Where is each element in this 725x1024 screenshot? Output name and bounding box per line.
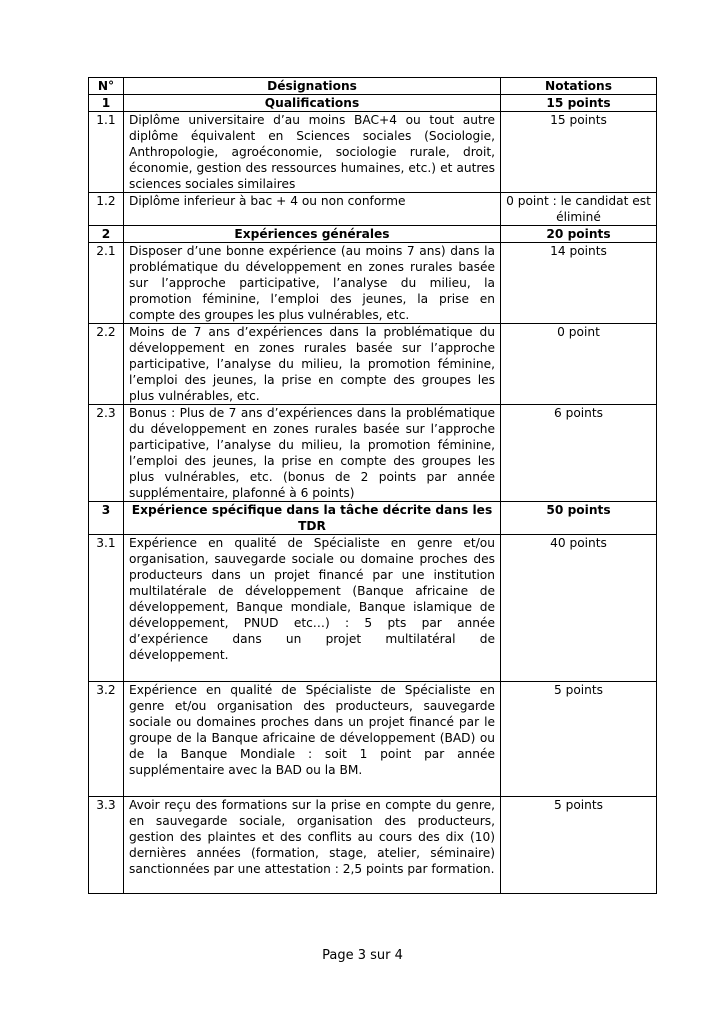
row-desc: Diplôme universitaire d’au moins BAC+4 ou tout autre diplôme équivalent en Sciences sociales (Sociologie, Anthropologie, agroéconomie, sociologie rurale, droit, économie, gestion des ressources humaines, etc.) et autres sciences sociales similaires [124, 112, 501, 193]
row-points: 0 point : le candidat est éliminé [501, 193, 657, 226]
table-row [89, 112, 657, 193]
header-num: N° [89, 78, 124, 95]
row-num: 2.1 [89, 243, 124, 324]
row-num: 3.3 [89, 797, 124, 894]
row-points: 0 point [501, 324, 657, 405]
row-points: 6 points [501, 405, 657, 502]
row-desc: Moins de 7 ans d’expériences dans la problématique du développement en zones rurales basée sur l’approche participative, l’analyse du milieu, la promotion féminine, l’emploi des jeunes, la prise en compte des groupes les plus vulnérables, etc. [124, 324, 501, 405]
row-points: 50 points [501, 502, 657, 535]
row-num: 2.2 [89, 324, 124, 405]
row-num: 3.2 [89, 682, 124, 797]
table-header-row [89, 78, 657, 95]
row-num: 3.1 [89, 535, 124, 682]
row-points: 15 points [501, 112, 657, 193]
page-number: Page 3 sur 4 [322, 948, 403, 963]
row-desc: Expérience en qualité de Spécialiste en genre et/ou organisation, sauvegarde sociale ou domaine proches des producteurs dans un projet financé par une institution multilatérale de développement (Banque africaine de développement, Banque mondiale, Banque islamique de développement, PNUD etc…) : 5 pts par année d’expérience dans un projet multilatéral de développement. [124, 535, 501, 682]
evaluation-table [88, 77, 657, 894]
section-row-qualifications [89, 95, 657, 112]
header-designations: Désignations [124, 78, 501, 95]
table-row [89, 243, 657, 324]
row-num: 1 [89, 95, 124, 112]
header-notations: Notations [501, 78, 657, 95]
row-num: 3 [89, 502, 124, 535]
row-desc: Expérience en qualité de Spécialiste de Spécialiste en genre et/ou organisation des producteurs, sauvegarde sociale ou domaines proches dans un projet financé par le groupe de la Banque africaine de développement (BAD) ou de la Banque Mondiale : soit 1 point par année supplémentaire avec la BAD ou la BM. [124, 682, 501, 797]
row-desc: Disposer d’une bonne expérience (au moins 7 ans) dans la problématique du développement en zones rurales basée sur l’approche participative, l’analyse du milieu, la promotion féminine, l’emploi des jeunes, la prise en compte des groupes les plus vulnérables, etc. [124, 243, 501, 324]
row-num: 2 [89, 226, 124, 243]
section-row-experiences-generales [89, 226, 657, 243]
row-num: 2.3 [89, 405, 124, 502]
row-num: 1.2 [89, 193, 124, 226]
table-row [89, 324, 657, 405]
row-desc: Diplôme inferieur à bac + 4 ou non conforme [124, 193, 501, 226]
row-desc: Bonus : Plus de 7 ans d’expériences dans la problématique du développement en zones rurales basée sur l’approche participative, l’analyse du milieu, la promotion féminine, l’emploi des jeunes, la prise en compte des groupes les plus vulnérables, etc. (bonus de 2 points par année supplémentaire, plafonné à 6 points) [124, 405, 501, 502]
table-row [89, 797, 657, 894]
row-points: 40 points [501, 535, 657, 682]
row-points: 15 points [501, 95, 657, 112]
row-points: 5 points [501, 682, 657, 797]
row-desc: Expérience spécifique dans la tâche décrite dans les TDR [124, 502, 501, 535]
row-points: 20 points [501, 226, 657, 243]
row-num: 1.1 [89, 112, 124, 193]
row-desc: Avoir reçu des formations sur la prise en compte du genre, en sauvegarde sociale, organisation des producteurs, gestion des plaintes et des conflits au cours des dix (10) dernières années (formation, stage, atelier, séminaire) sanctionnées par une attestation : 2,5 points par formation. [124, 797, 501, 894]
row-points: 14 points [501, 243, 657, 324]
row-points: 5 points [501, 797, 657, 894]
table-row [89, 193, 657, 226]
section-row-experience-specifique [89, 502, 657, 535]
table-row [89, 682, 657, 797]
row-desc: Expériences générales [124, 226, 501, 243]
table-row [89, 405, 657, 502]
table-row [89, 535, 657, 682]
row-desc: Qualifications [124, 95, 501, 112]
